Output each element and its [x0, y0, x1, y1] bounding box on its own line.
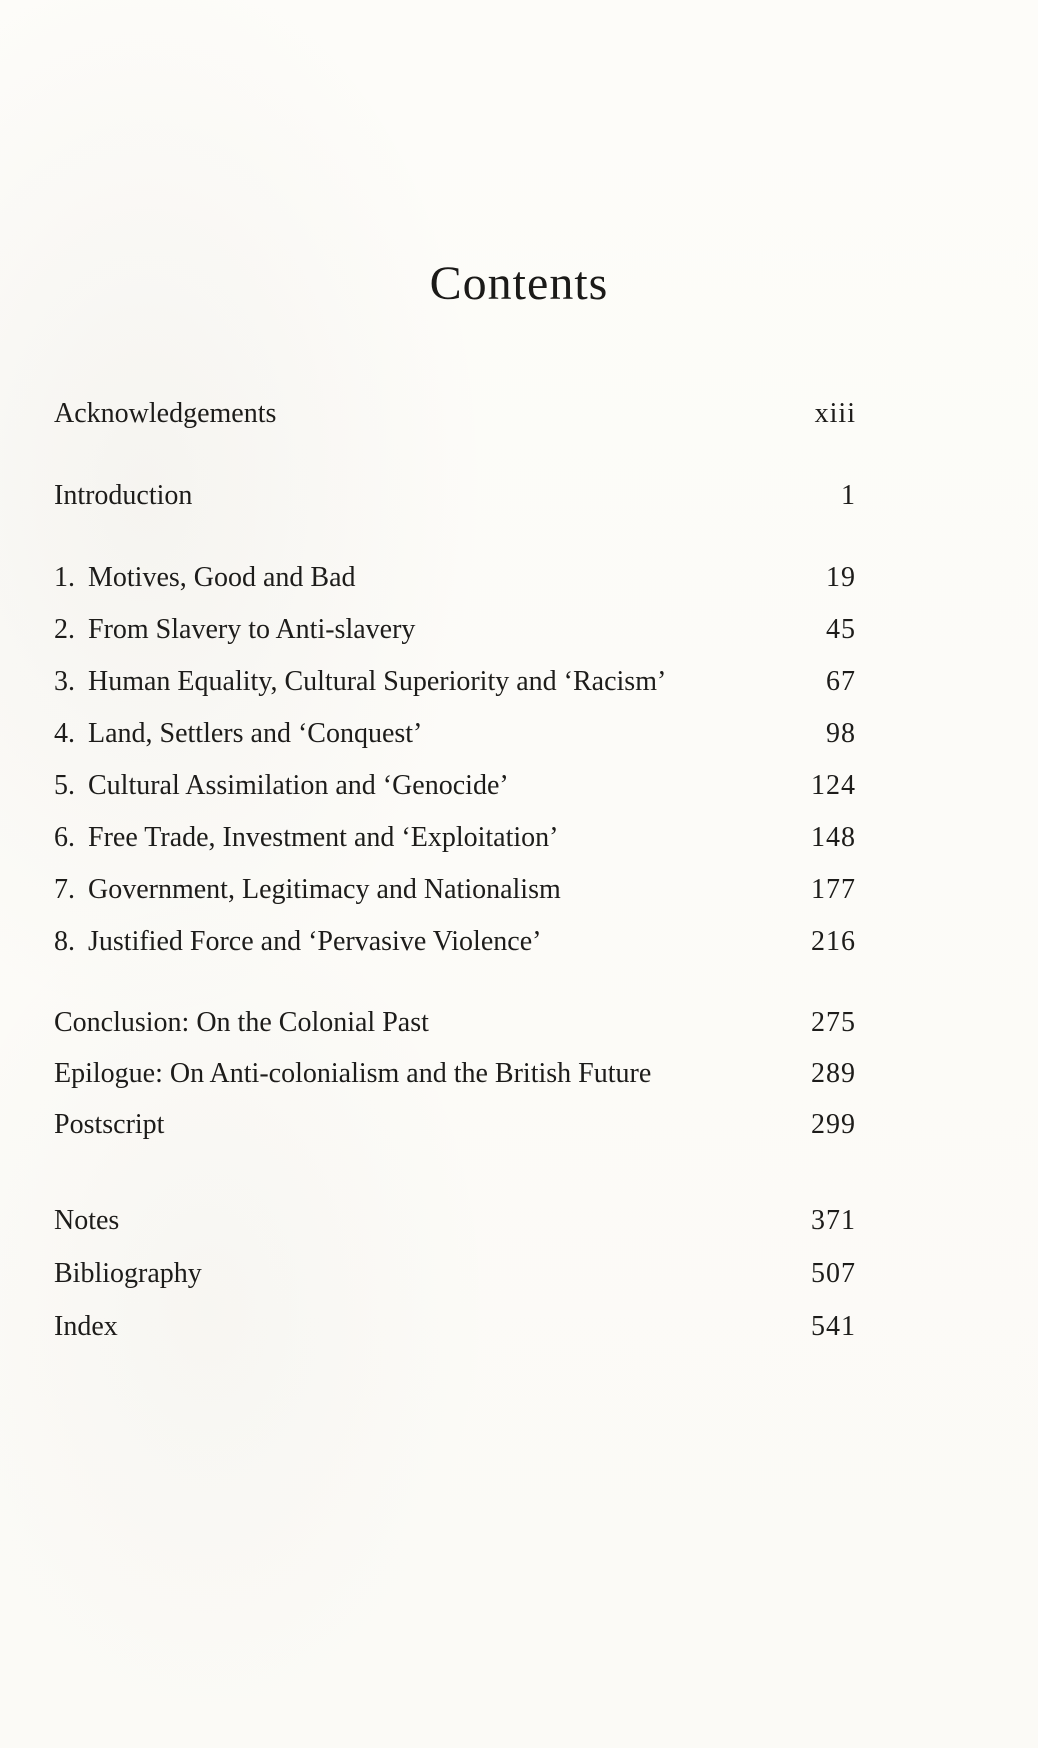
toc-entry [54, 925, 856, 959]
toc-entry-page: 216 [811, 926, 856, 957]
toc-entry [54, 479, 856, 513]
chapter-number: 8. [54, 926, 75, 957]
toc-entry-label: Motives, Good and Bad [88, 562, 356, 593]
toc-entry-label: Index [54, 1311, 118, 1342]
chapter-number: 4. [54, 718, 75, 749]
toc-entry-page: 275 [811, 1007, 856, 1038]
toc-entry-page: 1 [841, 480, 856, 511]
toc-entry-page: 148 [811, 822, 856, 853]
toc-entry-label: Introduction [54, 480, 193, 511]
toc-entry-label: Postscript [54, 1109, 165, 1140]
toc-entry [54, 397, 856, 431]
toc-entry-label: Land, Settlers and ‘Conquest’ [88, 718, 423, 749]
table-of-contents [54, 397, 856, 1344]
page-title: Contents [429, 257, 609, 310]
toc-entry [54, 1006, 856, 1040]
chapter-number: 5. [54, 770, 75, 801]
toc-entry [54, 769, 856, 803]
toc-entry [54, 1057, 856, 1091]
toc-entry-page: 541 [811, 1311, 856, 1342]
chapter-number: 6. [54, 822, 75, 853]
toc-entry-page: 371 [811, 1205, 856, 1236]
toc-entry-page: 98 [826, 718, 856, 749]
toc-entry-label: Notes [54, 1205, 120, 1236]
toc-entry-page: 299 [811, 1109, 856, 1140]
toc-entry-label: From Slavery to Anti-slavery [88, 614, 416, 645]
toc-entry-page: xiii [814, 398, 856, 429]
end-matter-group [54, 1204, 856, 1344]
chapter-number: 1. [54, 562, 75, 593]
toc-entry-page: 507 [811, 1258, 856, 1289]
toc-entry-label: Free Trade, Investment and ‘Exploitation’ [88, 822, 559, 853]
closing-sections-group [54, 1006, 856, 1142]
toc-entry-page: 177 [811, 874, 856, 905]
toc-entry-page: 19 [826, 562, 856, 593]
toc-entry-label: Bibliography [54, 1258, 202, 1289]
toc-entry [54, 1257, 856, 1291]
chapter-number: 2. [54, 614, 75, 645]
toc-entry-label: Justified Force and ‘Pervasive Violence’ [88, 926, 542, 957]
toc-entry [54, 821, 856, 855]
toc-entry-label: Cultural Assimilation and ‘Genocide’ [88, 770, 509, 801]
toc-entry-page: 45 [826, 614, 856, 645]
toc-entry-page: 67 [826, 666, 856, 697]
toc-entry-label: Human Equality, Cultural Superiority and ‘Racism’ [88, 666, 667, 697]
toc-entry-label: Acknowledgements [54, 398, 277, 429]
toc-entry [54, 613, 856, 647]
toc-entry [54, 873, 856, 907]
chapters-group [54, 561, 856, 959]
toc-entry-label: Government, Legitimacy and Nationalism [88, 874, 561, 905]
toc-entry [54, 665, 856, 699]
toc-entry-label: Epilogue: On Anti-colonialism and the British Future [54, 1058, 652, 1089]
toc-entry [54, 1204, 856, 1238]
toc-entry-page: 124 [811, 770, 856, 801]
toc-entry [54, 717, 856, 751]
toc-entry-page: 289 [811, 1058, 856, 1089]
front-matter-group [54, 397, 856, 513]
toc-entry [54, 1310, 856, 1344]
chapter-number: 7. [54, 874, 75, 905]
toc-entry [54, 1108, 856, 1142]
toc-entry [54, 561, 856, 595]
chapter-number: 3. [54, 666, 75, 697]
toc-entry-label: Conclusion: On the Colonial Past [54, 1007, 429, 1038]
